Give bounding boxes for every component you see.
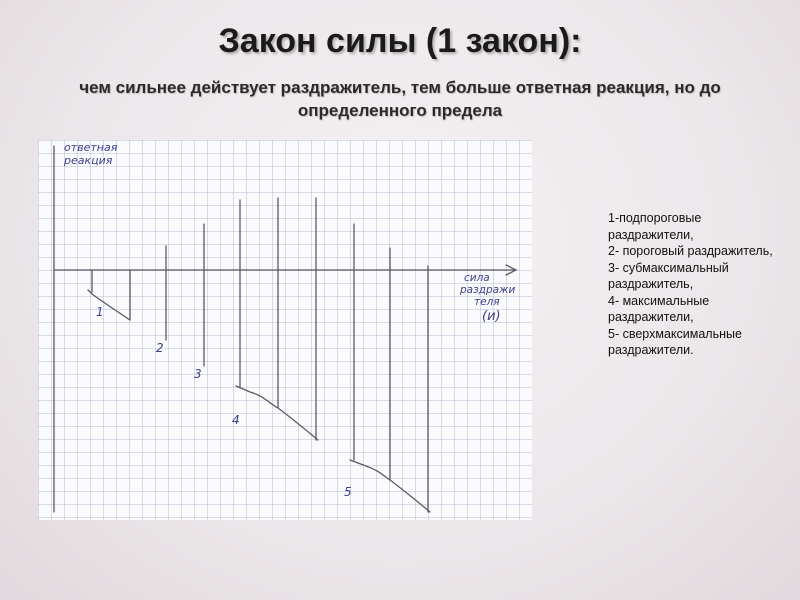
group-label-5: 5 (344, 485, 352, 499)
legend-item-4: 4- максимальные раздражители, (608, 293, 710, 324)
legend-item-1: 1-подпороговые раздражители, (608, 211, 702, 242)
x-axis-label-line1: сила (464, 272, 490, 284)
x-axis-label-line3: теля (474, 296, 500, 308)
group-label-3: 3 (194, 367, 202, 381)
x-axis-label-line4: (и) (482, 309, 501, 324)
group-label-1: 1 (96, 305, 104, 319)
diagram-canvas (38, 140, 532, 520)
slide-subtitle: чем сильнее действует раздражитель, тем больше ответная реакция, но до определенного предела (79, 78, 721, 120)
legend-item-5: 5- сверхмаксимальные раздражители. (608, 326, 742, 357)
legend-item-3: 3- субмаксимальный раздражитель, (608, 260, 729, 291)
hand-drawn-diagram (38, 140, 532, 520)
x-axis-label-line2: раздражи (460, 284, 516, 296)
legend-item-2: 2- пороговый раздражитель, (608, 244, 773, 258)
group-label-4: 4 (232, 413, 240, 427)
y-axis-label-line2: реакция (64, 154, 113, 167)
response-curve-4 (236, 386, 318, 440)
y-axis-label-line1: ответная (64, 141, 118, 154)
legend (608, 210, 778, 359)
group-label-2: 2 (156, 341, 164, 355)
response-curve-1 (88, 290, 130, 320)
slide-title: Закон силы (1 закон): (218, 22, 582, 60)
